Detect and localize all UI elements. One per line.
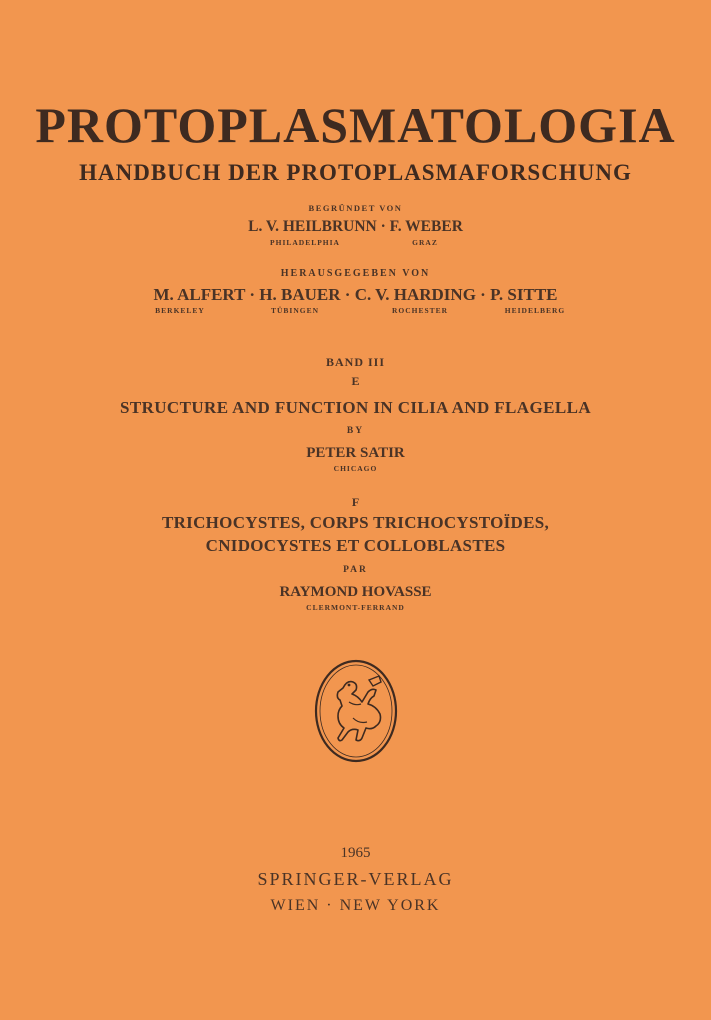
part-f-letter: F <box>351 495 360 509</box>
publisher-cities: WIEN · NEW YORK <box>270 897 441 914</box>
part-e-by-label: BY <box>346 426 365 436</box>
series-subtitle: HANDBUCH DER PROTOPLASMAFORSCHUNG <box>79 160 632 185</box>
publication-year: 1965 <box>340 845 371 861</box>
founded-label: BEGRÜNDET VON <box>308 203 403 213</box>
part-f-by-label: PAR <box>343 565 368 575</box>
part-e-letter: E <box>351 374 360 388</box>
founder-place-philadelphia: PHILADELPHIA <box>270 238 340 247</box>
part-f-place: CLERMONT-FERRAND <box>306 603 405 612</box>
part-f-title-line1: TRICHOCYSTES, CORPS TRICHOCYSTOÏDES, <box>161 513 550 532</box>
editors-label: HERAUSGEGEBEN VON <box>280 268 431 279</box>
part-f-title-line2: CNIDOCYSTES ET COLLOBLASTES <box>205 536 506 555</box>
series-title: PROTOPLASMATOLOGIA <box>35 97 676 153</box>
part-e-title: STRUCTURE AND FUNCTION IN CILIA AND FLAGELLA <box>119 398 591 417</box>
part-f-author: RAYMOND HOVASSE <box>279 584 432 600</box>
springer-knight-emblem-icon <box>313 658 399 764</box>
editor-place-rochester: ROCHESTER <box>391 306 449 315</box>
editor-place-berkeley: BERKELEY <box>155 306 205 315</box>
founder-place-graz: GRAZ <box>412 238 438 247</box>
part-e-place: CHICAGO <box>333 464 378 473</box>
editor-names: M. ALFERT · H. BAUER · C. V. HARDING · P. SITTE <box>153 285 558 304</box>
part-e-author: PETER SATIR <box>306 445 405 461</box>
founder-names: L. V. HEILBRUNN · F. WEBER <box>248 218 463 235</box>
volume-number: BAND III <box>325 355 385 369</box>
publisher-name: SPRINGER-VERLAG <box>257 869 454 889</box>
editor-place-heidelberg: HEIDELBERG <box>504 306 566 315</box>
editor-place-tuebingen: TÜBINGEN <box>270 306 319 315</box>
